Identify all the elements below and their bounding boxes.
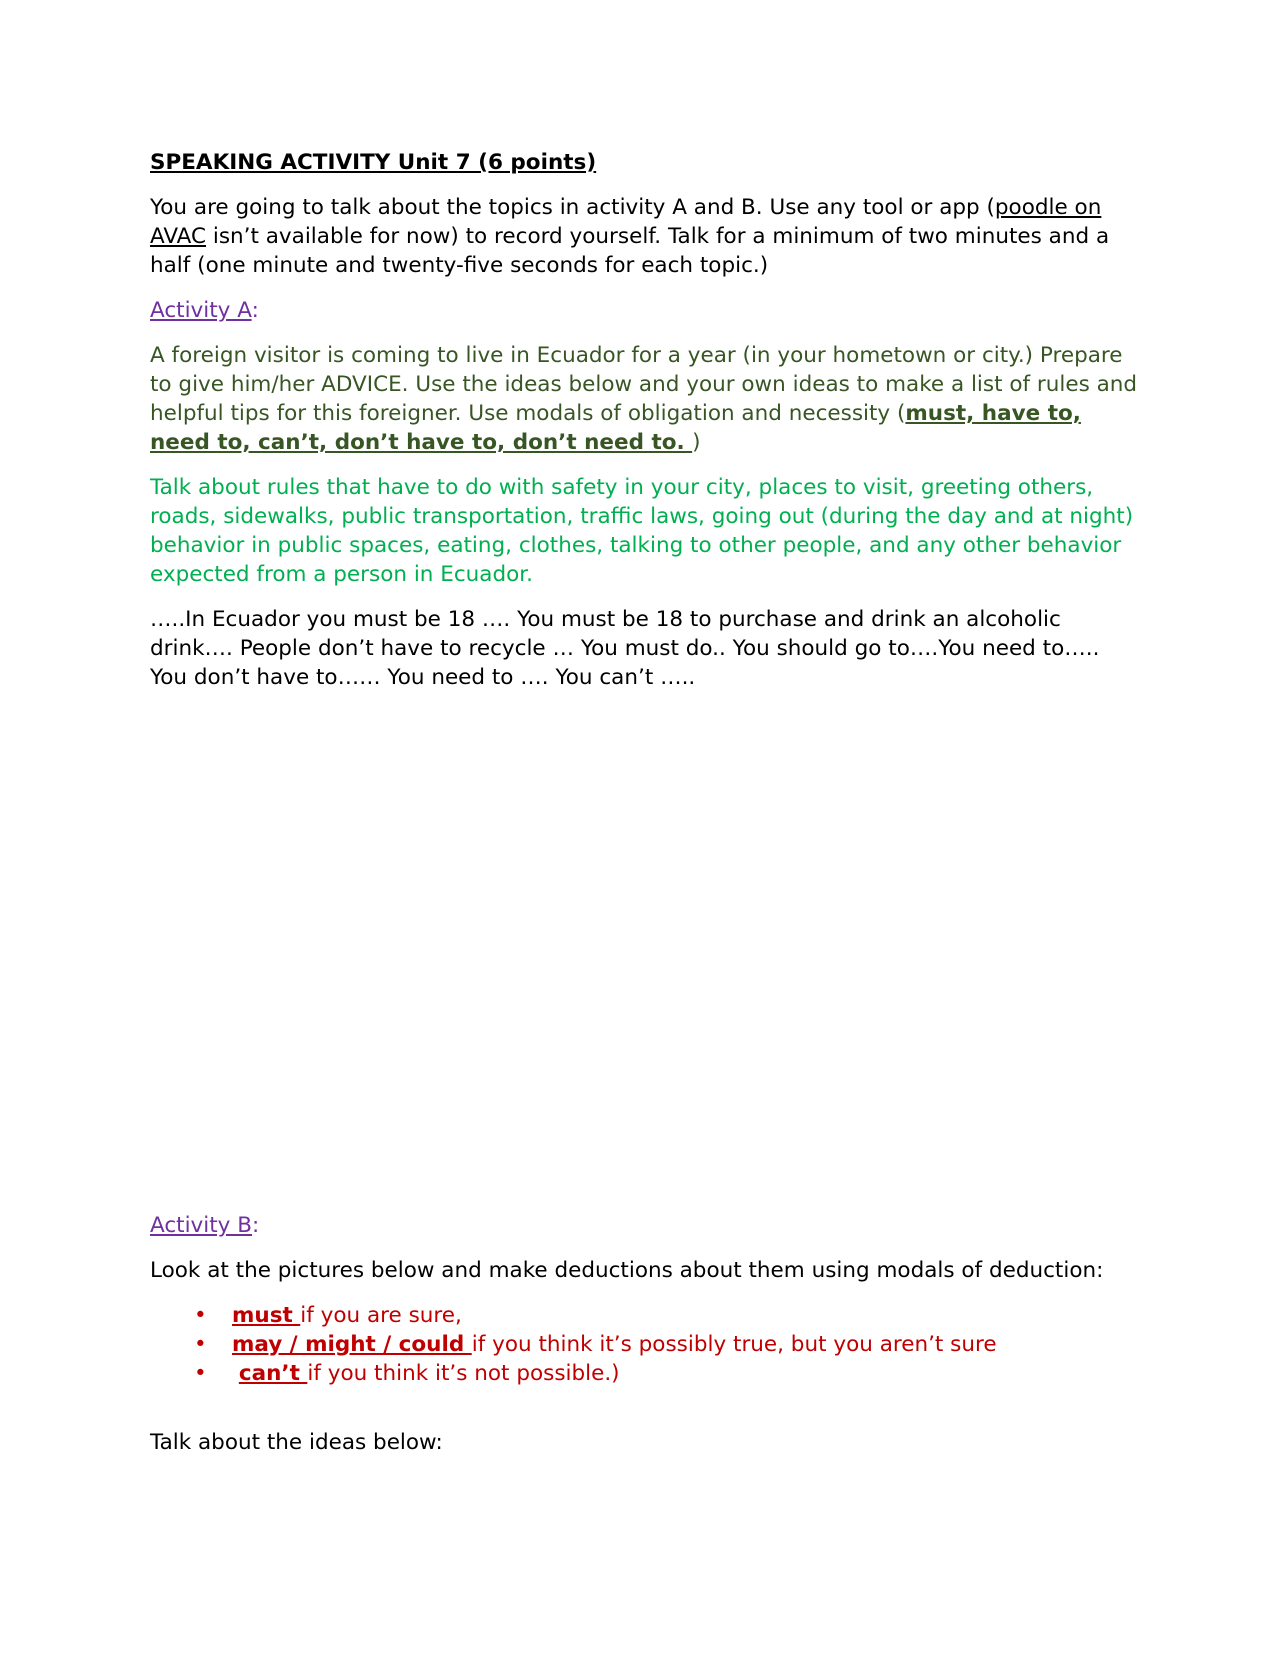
activity-a-instructions-end: ) bbox=[692, 430, 701, 455]
list-item bbox=[194, 1330, 1140, 1359]
document-title: SPEAKING ACTIVITY Unit 7 (6 points) bbox=[150, 150, 597, 175]
deduction-modals-list bbox=[150, 1301, 1140, 1388]
activity-a-link[interactable]: Activity A bbox=[150, 298, 252, 323]
activity-a-examples: …..In Ecuador you must be 18 …. You must be 18 to purchase and drink an alcoholic drink…. People don’t have to recycle … You must do.. You should go to….You need to….. You don’t have to…… You need to …. You can’t ….. bbox=[150, 607, 1100, 690]
modal-description: if you think it’s not possible.) bbox=[307, 1361, 620, 1386]
activity-b-heading bbox=[150, 1211, 1140, 1240]
poodle-avac-link[interactable]: poodle on AVAC bbox=[150, 195, 1102, 249]
intro-text-end: isn’t available for now) to record yourself. Talk for a minimum of two minutes and a half (one minute and twenty-five seconds for each topic.) bbox=[150, 224, 1110, 278]
bullet-icon: • bbox=[194, 1303, 207, 1328]
activity-a-instructions bbox=[150, 341, 1140, 457]
bullet-icon: • bbox=[194, 1332, 207, 1357]
modal-description: if you think it’s possibly true, but you aren’t sure bbox=[471, 1332, 997, 1357]
activity-b-closing: Talk about the ideas below: bbox=[150, 1430, 443, 1455]
activity-a-instructions-text: A foreign visitor is coming to live in Ecuador for a year (in your hometown or city.) Prepare to give him/her ADVICE. Use the ideas below and your own ideas to make a list of rules and helpful tips for this foreigner. Use modals of obligation and necessity ( bbox=[150, 343, 1138, 426]
intro-text-start: You are going to talk about the topics in activity A and B. Use any tool or app ( bbox=[150, 195, 995, 220]
blank-space bbox=[150, 692, 1140, 1211]
activity-a-colon: : bbox=[251, 298, 259, 323]
activity-b-colon: : bbox=[252, 1213, 260, 1238]
activity-a-heading bbox=[150, 296, 1140, 325]
list-item bbox=[194, 1359, 1140, 1388]
bullet-icon: • bbox=[194, 1361, 207, 1386]
activity-a-topics: Talk about rules that have to do with safety in your city, places to visit, greeting others, roads, sidewalks, public transportation, traffic laws, going out (during the day and at night) behavior in public spaces, eating, clothes, talking to other people, and any other behavior expected from a person in Ecuador. bbox=[150, 475, 1134, 587]
list-item bbox=[194, 1301, 1140, 1330]
modal-word: can’t bbox=[238, 1361, 308, 1386]
obligation-modals-list: must, have to, need to, can’t, don’t have to, don’t need to. bbox=[150, 401, 1081, 455]
intro-paragraph bbox=[150, 193, 1140, 280]
modal-description: if you are sure, bbox=[300, 1303, 462, 1328]
modal-word: must bbox=[232, 1303, 301, 1328]
activity-b-link[interactable]: Activity B bbox=[150, 1213, 252, 1238]
activity-b-instruction: Look at the pictures below and make deductions about them using modals of deduction: bbox=[150, 1258, 1104, 1283]
modal-lead bbox=[232, 1361, 239, 1386]
modal-word: may / might / could bbox=[232, 1332, 472, 1357]
document-page bbox=[150, 148, 1140, 1457]
